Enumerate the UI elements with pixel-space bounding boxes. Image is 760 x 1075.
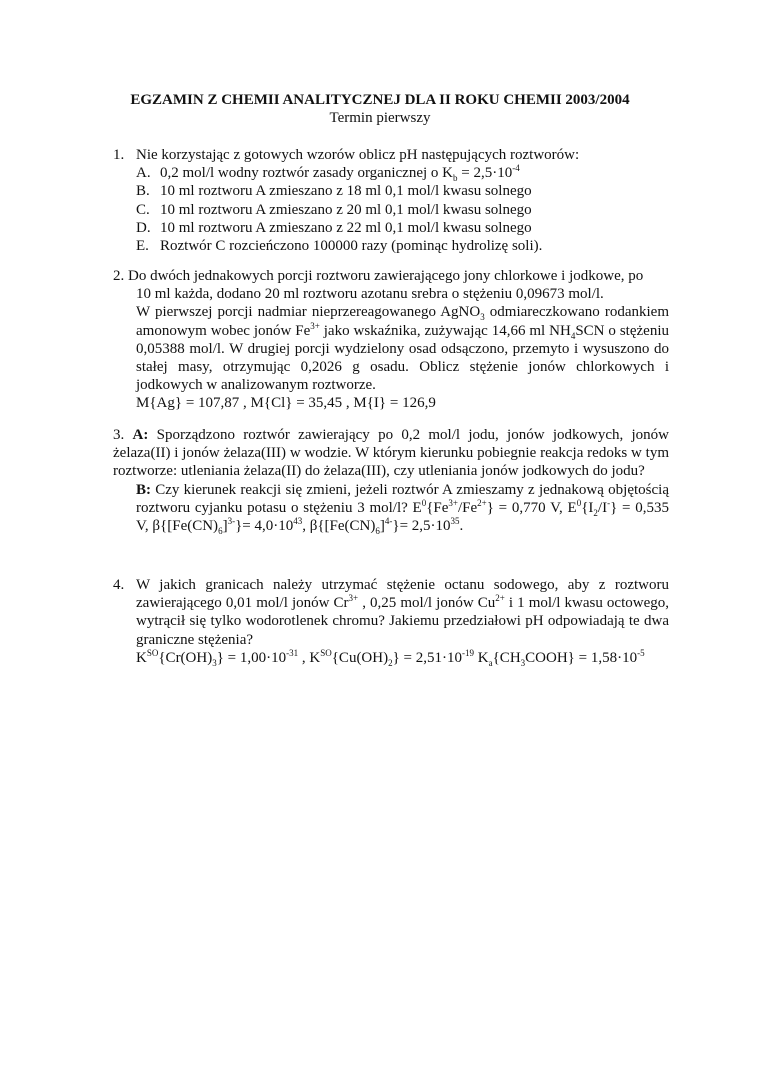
option-letter: D. bbox=[136, 219, 151, 236]
question-3 bbox=[113, 426, 669, 535]
part-b-label: B: bbox=[136, 481, 151, 498]
option-text: 10 ml roztworu A zmieszano z 20 ml 0,1 mol/l kwasu solnego bbox=[160, 201, 532, 218]
question-1-options bbox=[113, 164, 669, 255]
question-4 bbox=[113, 576, 669, 667]
option-letter: A. bbox=[136, 165, 151, 182]
option-text: 10 ml roztworu A zmieszano z 22 ml 0,1 mol/l kwasu solnego bbox=[160, 219, 532, 236]
exam-subtitle: Termin pierwszy bbox=[329, 110, 431, 127]
question-2 bbox=[113, 267, 669, 413]
question-2-line1: 2. Do dwóch jednakowych porcji roztworu zawierającego jony chlorkowe i jodkowe, po bbox=[113, 268, 644, 284]
option-text: Roztwór C rozcieńczono 100000 razy (pominąc hydrolizę soli). bbox=[160, 238, 543, 255]
option-c bbox=[136, 201, 669, 219]
option-letter: B. bbox=[136, 183, 150, 200]
option-e bbox=[136, 237, 669, 255]
question-2-masses: M{Ag} = 107,87 , M{Cl} = 35,45 , M{I} = 126,9 bbox=[136, 395, 436, 412]
question-4-constants: $K^{SO}\{Cr(OH)_3\} = 1,00\cdot 10^{-31}$ , $K^{SO}\{Cu(OH)_2\} = 2,51\cdot 10^{-19}$ $K_a\{CH_3COOH\} = 1,58\cdot 10^{-5}$ bbox=[136, 647, 645, 668]
option-b bbox=[136, 182, 669, 200]
exam-header bbox=[0, 91, 760, 127]
question-number: 2. bbox=[113, 268, 125, 284]
exam-title: EGZAMIN Z CHEMII ANALITYCZNEJ DLA II ROKU CHEMII 2003/2004 bbox=[130, 92, 630, 108]
question-number: 3. bbox=[113, 427, 125, 443]
option-text: 10 ml roztworu A zmieszano z 18 ml 0,1 mol/l kwasu solnego bbox=[160, 183, 532, 200]
question-1 bbox=[113, 146, 669, 255]
question-number: 4. bbox=[113, 577, 125, 593]
question-3-part-b: B: Czy kierunek reakcji się zmieni, jeżeli roztwór A zmieszamy z jednakową objętością roztworu cyjanku potasu o stężeniu 3 mol/l? $E^0\{Fe^{3+}/Fe^{2+}\} = 0,770$ V, $E^0\{I_2/I^-\} = 0,535$ V, $\beta\{[Fe(CN)_6]^{3-}\}= 4,0\cdot 10^{43}$, $\beta\{[Fe(CN)_6]^{4-}\}= 2,5\cdot 10^{35}$. bbox=[136, 481, 669, 537]
question-2-paragraph: W pierwszej porcji nadmiar nieprzereagowanego AgNO$_3$ odmiareczkowano rodankiem amonowym wobec jonów $Fe^{3+}$ jako wskaźnika, zużywając 14,66 ml $NH_4SCN$ o stężeniu 0,05388 mol/l. W drugiej porcji wydzielony osad odsączono, przemyto i wysuszono do stałej masy, otrzymując 0,2026 g osadu. Oblicz stężenie jonów chlorkowych i jodkowych w analizowanym roztworze. bbox=[136, 304, 669, 394]
option-d bbox=[136, 219, 669, 237]
question-4-text: 4. W jakich granicach należy utrzymać stężenie octanu sodowego, aby z roztworu zawierającego 0,01 mol/l jonów $Cr^{3+}$ , 0,25 mol/l jonów $Cu^{2+}$ i 1 mol/l kwasu octowego, wytrącił się tylko wodorotlenek chromu? Jakiemu przedziałowi pH odpowiadają te dwa graniczne stężenia? bbox=[113, 577, 669, 648]
question-3-part-a: 3. A: Sporządzono roztwór zawierający po 0,2 mol/l jodu, jonów jodkowych, jonów żelaza(II) i jonów żelaza(III) w wodzie. W którym kierunku pobiegnie reakcja redoks w tym roztworze: utleniania żelaza(II) do żelaza(III), czy utleniania jonów jodkowych do jodu? bbox=[113, 427, 670, 480]
option-a bbox=[136, 164, 669, 182]
option-letter: E. bbox=[136, 238, 149, 255]
option-letter: C. bbox=[136, 201, 150, 218]
question-2-body: 10 ml każda, dodano 20 ml roztworu azotanu srebra o stężeniu 0,09673 mol/l. W pierwszej porcji nadmiar nieprzereagowanego AgNO$_3$ odmiareczkowano rodankiem amonowym wobec jonów $Fe^{3+}$ jako wskaźnika, zużywając 14,66 ml $NH_4SCN$ o stężeniu 0,05388 mol/l. W drugiej porcji wydzielony osad odsączono, przemyto i wysuszono do stałej masy, otrzymując 0,2026 g osadu. Oblicz stężenie jonów chlorkowych i jodkowych w analizowanym roztworze. M{Ag} = 107,87 , M{Cl} = 35,45 , M{I} = 126,9 bbox=[136, 286, 669, 412]
question-1-intro: Nie korzystając z gotowych wzorów oblicz pH następujących roztworów: bbox=[136, 147, 580, 163]
part-a-label: A: bbox=[132, 427, 149, 443]
option-text: 0,2 mol/l wodny roztwór zasady organicznej o $K_b = 2,5\cdot 10^{-4}$ bbox=[160, 163, 520, 184]
question-number: 1. bbox=[113, 147, 125, 163]
